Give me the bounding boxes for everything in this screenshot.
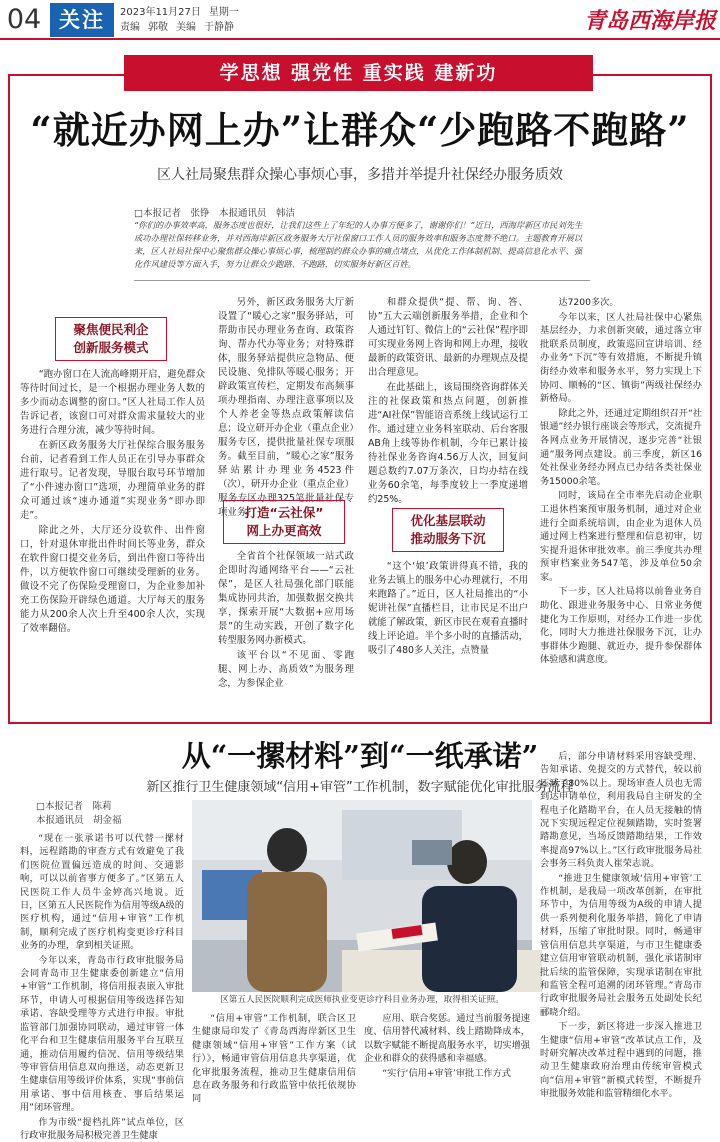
article2-col4: [540, 750, 702, 1100]
paragraph: 今年以来，青岛市行政审批服务局会同青岛市卫生健康委创新建立“信用+审管”工作机制，将信用报表嵌入审批环节，申请人可根据信用等级选择告知承诺、容缺受理等方式进行申报。审批监管部门加强协同联动，通过审管一体化平台和卫生健康信用服务平台互联互通，推动信用履约信况、信用等级结果等审管信用信息双向推送，动态更新卫生健康信用等级评价体系，实现“事前信用承诺、事中信用核查、事后结果运用”闭环管理。: [20, 954, 184, 1114]
article1-byline: □本报记者 张铮 本报通讯员 韩洁: [134, 208, 295, 219]
editor-name: 郭敬: [148, 22, 168, 33]
designer-label: 美编: [176, 22, 196, 33]
paragraph: 后，部分申请材料采用容缺受理、告知承诺、免提交的方式替代，较以前压减了80%以上。现场审查人员也无需到达申请单位，利用我局自主研发的全程电子化踏勘平台，在人员无接触的情况下实现远程定位视频踏勘，实时签署踏勘意见，当场反馈踏勘结果，工作效率提高97%以上。”区行政审批服务局社会事务三科负责人崔荣志说。: [540, 751, 702, 870]
paragraph: 今年以来，区人社局社保中心紧焦基层经办，力求创新突破，通过落立审批联系员制度，政策巡回宣讲培训、经办业务“下沉”等有效措施，不断提升镇街经办效率和服务水平，努力实现上下协同、顺畅的“区、镇街”两级社保经办新格局。: [540, 311, 702, 405]
paragraph: 除此之外，大厅还分设软件、出件窗口，针对退休审批出件时间长等业务，群众在软件窗口提交业务后，到出件窗口等待出件，以方便软件窗口可继续受理新的业务。做设不完了伤保险受理窗口，为企业参加补充工伤保险开辟绿色通道。大厅每天的服务能力从200余人次上升至400余人次，实现了效率翻倍。: [20, 525, 205, 634]
sub-heading-grassroots-linkage: 优化基层联动 推动服务下沉: [392, 508, 504, 552]
section-label: 关注: [50, 3, 114, 37]
sub-heading-cloud-social-security: 打造“云社保” 网上办更高效: [223, 500, 345, 544]
news-photo: [192, 800, 532, 992]
article1-col3-top: [368, 296, 528, 504]
article2-col2: [192, 1012, 356, 1105]
byline-reporter: □本报记者 陈莉: [36, 801, 112, 812]
paragraph: 全省首个社保领域一站式政企即时沟通网络平台——“云社保”，是区人社局强化部门联能集成协同共治，加强数据交换共享，探索开展“大数据+应用场景”的生动实践，开创了数字化转型服务网办新模式。: [218, 551, 354, 646]
paragraph: 达7200多次。: [558, 297, 619, 308]
topic-banner: 学思想 强党性 重实践 建新功: [124, 55, 593, 91]
paragraph: “信用+审管”工作机制，联合区卫生健康局印发了《青岛西海岸新区卫生健康领域“信用+审管”工作方案（试行）》，畅通审管信用信息共享渠道，优化审批服务流程，推动卫生健康信用信息在政务服务和行政监管中依托依规协同: [192, 1013, 356, 1105]
paragraph: “实行‘信用+审管’审批工作方式: [382, 1067, 511, 1079]
page-number: 04: [6, 4, 42, 35]
paragraph: “这个‘娘’政策讲得真不错，我的业务去镇上的服务中心办理就行，不用来跑路了。”近日，区人社局推出的“小妮讲社保”直播栏目，让市民足不出户就能了解政策，新区市民在观看直播时线上评论道。半个多小时的直播活动，吸引了480多人关注，点赞量: [368, 561, 528, 656]
article2-col3: [364, 1012, 530, 1094]
paragraph: 同时，该局在全市率先启动企业职工退休档案预审服务机制，通过对企业进行全面系统培训，由企业为退休人员通过网上档案进行整理和信息初审，切实提升退休审批效率。前三季度共办理预审档案业务547笔，涉及单位50余家。: [540, 490, 702, 583]
article1-subtitle: 区人社局聚焦群众操心事烦心事，多措并举提升社保经办服务质效: [157, 167, 563, 183]
photo-caption: 区第五人民医院顺利完成医师执业变更诊疗科目业务办理，取得相关证照。: [220, 995, 504, 1005]
paragraph: “推进卫生健康领域‘信用+审管’工作机制，是我局一项改革创新，在审批环节中，为信用等级为A级的申请人提供一系列便利化服务举措，简化了申请材料，压缩了审批时限。同时，畅通审管信用信息共享渠道，与市卫生健康委建立信用审管联动机制，强化承诺制审批后续的监管保障，实现承诺制在审批和监管全程可追溯的闭环管理。”青岛市行政审批服务局社会服务五处副处长纪郦晓介绍。: [540, 872, 702, 1018]
article1-col2-top: [218, 296, 354, 518]
paragraph: 该平台以“不见面、零跑腿、网上办、高质效”为服务理念，为参保企业: [218, 650, 354, 689]
article2-byline: [36, 800, 166, 828]
paragraph: 在此基础上，该局围绕咨询群体关注的社保政策和热点问题，创新推进“AI社保”智能语音系统上线试运行工作。通过建立业务料室联动、后台客服AB角上线等协作机制，今年已累计接待社保业务咨询4.56万人次，回复问题总数约7.07万条次，日均办结在线业务60余笔，每季度较上一季度递增约25%。: [368, 382, 528, 505]
paragraph: 除此之外，还通过定期组织召开“社银通”经办银行座谈会等形式，交流提升各网点业务开展情况，逐步完善“社银通”服务网点建设。前三季度，新区16处社保业务经办网点已办结各类社保业务15000余笔。: [540, 407, 702, 487]
header-meta: [120, 5, 247, 35]
article1-col2-bottom: [218, 550, 354, 718]
frame-top-left: [8, 74, 124, 76]
article1-col1: [20, 368, 205, 718]
paragraph: “跑办窗口在人流高峰期开启，避免群众等待时间过长，是一个根据办理业务人数的多少而动态调整的窗口。”区人社局工作人员告诉记者，该窗口可对群众需求量较大的业务进行合理分流，减少等待时间。: [20, 369, 205, 436]
article2-col1: [20, 832, 184, 1141]
article1-lead: “你们的办事效率高，服务态度也很好，让我们这些上了年纪的人办事方便多了，谢谢你们！”近日，西海岸新区市民刘先生成功办理社保转移业务，并对西海岸新区政务服务大厅社保窗口工作人员的服务效率和服务态度赞不绝口。主题教育开展以来，区人社局社保中心聚焦群众操心事烦心事，梳理制约群众办事的痛点堵点，从优化工作体制机制、提高信息化水平、强化作风建设等方面入手，努力让群众少跑路、不跑路，切实服务好新区百姓。: [134, 219, 590, 281]
frame-top-right: [593, 74, 712, 76]
issue-weekday: 星期一: [208, 7, 239, 18]
article2-subtitle: 新区推行卫生健康领域“信用+审管”工作机制，数字赋能优化审批服务流程: [146, 780, 574, 795]
paragraph: 应用、联合奖惩。通过当前服务提速度、信用替代减材料、线上踏勘降成本，以数字赋能不断提高服务水平，切实增强企业和群众的获得感和幸福感。: [364, 1013, 530, 1065]
article1-headline: “就近办网上办”让群众“少跑路不跑路”: [30, 108, 690, 152]
paragraph: 在新区政务服务大厅社保综合服务服务台前，记者看到工作人员正在引导办事群众进行取号。记者发现，导服台取号环节增加了“小件速办窗口”选项，办理简单业务的群众可通过该“速办通道”实现业务“即办即走”。: [20, 440, 205, 521]
paragraph: 另外，新区政务服务大厅新设置了“暖心之家”服务驿站，可帮助市民办理业务查询、政策咨询、帮办代办等业务；对特殊群体，服务驿站提供应急物品、便民设施、免排队等暖心服务；开辟政策宣传栏，定期发布高频事项办理指南、办理注意事项以及个人养老金等热点政策解读信息；设立研开办企业（重点企业）服务专区，提供批量社保专项服务。截至目前，“暖心之家”服务驿站累计办理业务4523件（次），研开办企业（重点企业）服务专区办理325笔批量社保专项业务。: [218, 297, 354, 518]
paragraph: 下一步，新区将进一步深入推进卫生健康“信用+审管”改革试点工作，及时研究解决改革过程中遇到的问题，推动卫生健康政府治理由传统审管模式向“信用+审管”新模式转型，不断提升审批服务效能和监管精细化水平。: [540, 1021, 702, 1100]
byline-correspondent: 本报通讯员 胡金福: [36, 815, 122, 826]
article1-col4: [540, 296, 702, 718]
article2-headline: 从“一摞材料”到“一纸承诺”: [181, 739, 539, 773]
sub-heading-service-model: 聚焦便民利企 创新服务模式: [55, 317, 167, 361]
issue-date: 2023年11月27日: [120, 7, 201, 18]
designer-name: 于静静: [204, 22, 234, 33]
editor-label: 责编: [120, 22, 140, 33]
news-photo-illustration: [192, 800, 532, 992]
paragraph: 下一步，区人社局将以前鲁业务自助化、跟进业务服务中心、日常业务便捷化为工作原则，对经办工作进一步优化，同时大力推进社保服务下沉，让办事群体少跑腿、就近办，提升参保群体体验感和满意度。: [540, 586, 702, 666]
paragraph: 作为市级“提档扎阵”试点单位，区行政审批服务局积极完善卫生健康: [20, 1116, 184, 1141]
newspaper-logo: 青岛西海岸报: [583, 8, 716, 34]
paragraph: 和群众提供“提、帮、询、答、协”五大云端创新服务举措，企业和个人通过钉钉、微信上的“云社保”程序即可实现业务网上咨询和网上办理，接收最新的政策资讯、最新的办理规点及提出合理意见。: [368, 297, 528, 378]
article1-col3-bottom: [368, 560, 528, 718]
paragraph: “现在一张承诺书可以代替一摞材料，远程踏勘的审查方式有效避免了我们医院位置偏远造成的时间、交通影响，可以以前省事方便多了。”区第五人民医院工作人员牛金婷高兴地说。近日，区第五人民医院作为信用等级A级的医疗机构，通过“信用+审管”工作机制，顺利完成了医疗机构变更诊疗科目业务的办理，拿到相关证照。: [20, 833, 184, 952]
